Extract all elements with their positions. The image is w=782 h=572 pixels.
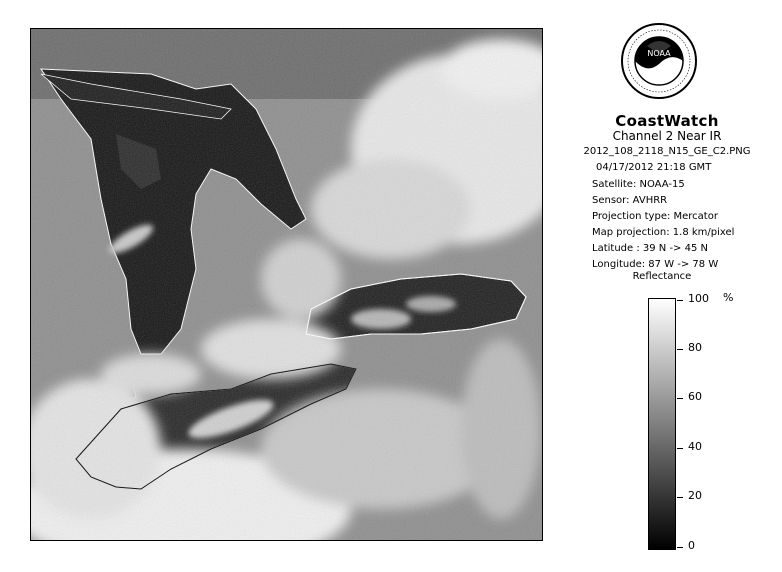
product-title: CoastWatch xyxy=(615,112,719,130)
colorbar-tick-label: 20 xyxy=(688,489,702,502)
satellite-image xyxy=(30,28,543,541)
colorbar-tick xyxy=(677,349,683,350)
longitude-text: Longitude: 87 W -> 78 W xyxy=(592,259,719,270)
sensor-text: Sensor: AVHRR xyxy=(592,195,668,206)
image-filename: 2012_108_2118_N15_GE_C2.PNG xyxy=(583,146,751,157)
colorbar-tick xyxy=(677,448,683,449)
colorbar-unit: % xyxy=(723,291,734,304)
satellite-image-svg xyxy=(31,29,543,541)
colorbar-tick-label: 80 xyxy=(688,341,702,354)
colorbar-tick-label: 100 xyxy=(688,292,709,305)
channel-subtitle: Channel 2 Near IR xyxy=(612,129,722,143)
datetime-text: 04/17/2012 21:18 GMT xyxy=(596,162,712,173)
colorbar-tick xyxy=(677,497,683,498)
colorbar-tick xyxy=(677,547,683,548)
satellite-text: Satellite: NOAA-15 xyxy=(592,179,685,190)
colorbar-title: Reflectance xyxy=(632,271,692,282)
image-texture xyxy=(31,29,543,541)
colorbar-tick xyxy=(677,300,683,301)
noaa-logo-label: NOAA xyxy=(647,49,671,58)
colorbar-tick xyxy=(677,398,683,399)
map-projection-text: Map projection: 1.8 km/pixel xyxy=(592,227,735,238)
latitude-text: Latitude : 39 N -> 45 N xyxy=(592,243,708,254)
reflectance-colorbar xyxy=(648,298,676,550)
projection-type-text: Projection type: Mercator xyxy=(592,211,718,222)
colorbar-tick-label: 0 xyxy=(688,539,695,552)
colorbar-tick-label: 40 xyxy=(688,440,702,453)
colorbar-tick-label: 60 xyxy=(688,390,702,403)
noaa-logo xyxy=(620,22,698,100)
